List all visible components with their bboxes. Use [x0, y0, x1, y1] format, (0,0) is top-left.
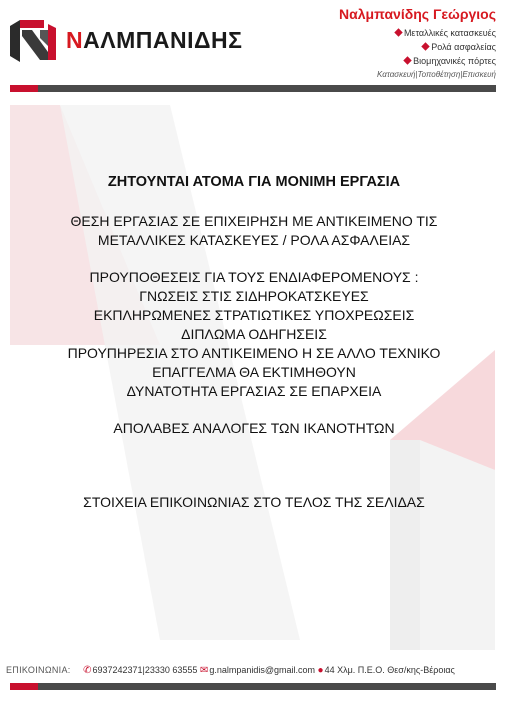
- cube-icon: [403, 56, 411, 64]
- service-item: Μεταλλικές κατασκευές: [339, 26, 496, 40]
- company-name: ΝΑΛΜΠΑΝΙΔΗΣ: [66, 27, 243, 53]
- contact-note: ΣΤΟΙΧΕΙΑ ΕΠΙΚΟΙΝΩΝΙΑΣ ΣΤΟ ΤΕΛΟΣ ΤΗΣ ΣΕΛΙΔΑΣ: [83, 494, 425, 510]
- position-line: ΜΕΤΑΛΛΙΚΕΣ ΚΑΤΑΣΚΕΥΕΣ / ΡΟΛΑ ΑΣΦΑΛΕΙΑΣ: [97, 232, 411, 248]
- owner-name: Ναλμπανίδης Γεώργιος: [339, 6, 496, 22]
- address: 44 Χλμ. Π.Ε.Ο. Θεσ/κης-Βέροιας: [324, 665, 455, 675]
- email-icon: ✉: [199, 665, 209, 676]
- service-item: Βιομηχανικές πόρτες: [339, 54, 496, 68]
- phone-link[interactable]: 6937242371: [92, 665, 143, 675]
- position-block: [0, 212, 508, 250]
- position-line: ΘΕΣΗ ΕΡΓΑΣΙΑΣ ΣΕ ΕΠΙΧΕΙΡΗΣΗ ΜΕ ΑΝΤΙΚΕΙΜΕΝΟ ΤΙΣ: [70, 213, 438, 229]
- requirements-line: ΓΝΩΣΕΙΣ ΣΤΙΣ ΣΙΔΗΡΟΚΑΤΣΚΕΥΕΣ: [139, 288, 369, 304]
- cube-icon: [394, 28, 402, 36]
- email-link[interactable]: g.nalmpanidis@gmail.com: [209, 665, 316, 675]
- requirements-line: ΔΥΝΑΤΟΤΗΤΑ ΕΡΓΑΣΙΑΣ ΣΕ ΕΠΑΡΧΕΙΑ: [126, 383, 382, 399]
- requirements-line: ΠΡΟΥΠΗΡΕΣΙΑ ΣΤΟ ΑΝΤΙΚΕΙΜΕΝΟ Η ΣΕ ΑΛΛΟ ΤΕΧΝΙΚΟ: [67, 345, 441, 361]
- pay-line: ΑΠΟΛΑΒΕΣ ΑΝΑΛΟΓΕΣ ΤΩΝ ΙΚΑΝΟΤΗΤΩΝ: [113, 420, 395, 436]
- requirements-line: ΔΙΠΛΩΜΑ ΟΔΗΓΗΣΕΙΣ: [181, 326, 327, 342]
- headline: ΖΗΤΟΥΝΤΑΙ ΑΤΟΜΑ ΓΙΑ ΜΟΝΙΜΗ ΕΡΓΑΣΙΑ: [107, 174, 401, 190]
- header-bar-accent: [10, 85, 38, 92]
- requirements-line: ΕΠΑΓΓΕΛΜΑ ΘΑ ΕΚΤΙΜΗΘΟΥΝ: [152, 364, 356, 380]
- requirements-line: ΠΡΟΥΠΟΘΕΣΕΙΣ ΓΙΑ ΤΟΥΣ ΕΝΔΙΑΦΕΡΟΜΕΝΟΥΣ :: [89, 269, 419, 285]
- service-item: Ρολά ασφαλείας: [339, 40, 496, 54]
- tagline: Κατασκευή|Τοποθέτηση|Επισκευή: [377, 70, 496, 79]
- job-ad-content: [0, 173, 508, 512]
- phone2-link[interactable]: 23330 63555: [144, 665, 198, 675]
- phone-icon: ✆: [83, 665, 92, 676]
- requirements-line: ΕΚΠΛΗΡΩΜΕΝΕΣ ΣΤΡΑΤΙΩΤΙΚΕΣ ΥΠΟΧΡΕΩΣΕΙΣ: [93, 307, 415, 323]
- footer-label: ΕΠΙΚΟΙΝΩΝΙΑ:: [6, 665, 71, 675]
- footer-contact: ΕΠΙΚΟΙΝΩΝΙΑ: ✆6937242371|23330 63555 ✉g.nalmpanidis@gmail.com ●44 Χλμ. Π.Ε.Ο. Θεσ/κης-Βέροιας: [6, 665, 455, 676]
- footer-bar-accent: [10, 683, 38, 690]
- company-logo-icon: [10, 16, 60, 64]
- cube-icon: [422, 42, 430, 50]
- header-info: [339, 6, 496, 79]
- header-bar: [10, 85, 496, 92]
- requirements-block: [0, 268, 508, 401]
- footer-bar: [10, 683, 496, 690]
- location-icon: ●: [317, 665, 324, 676]
